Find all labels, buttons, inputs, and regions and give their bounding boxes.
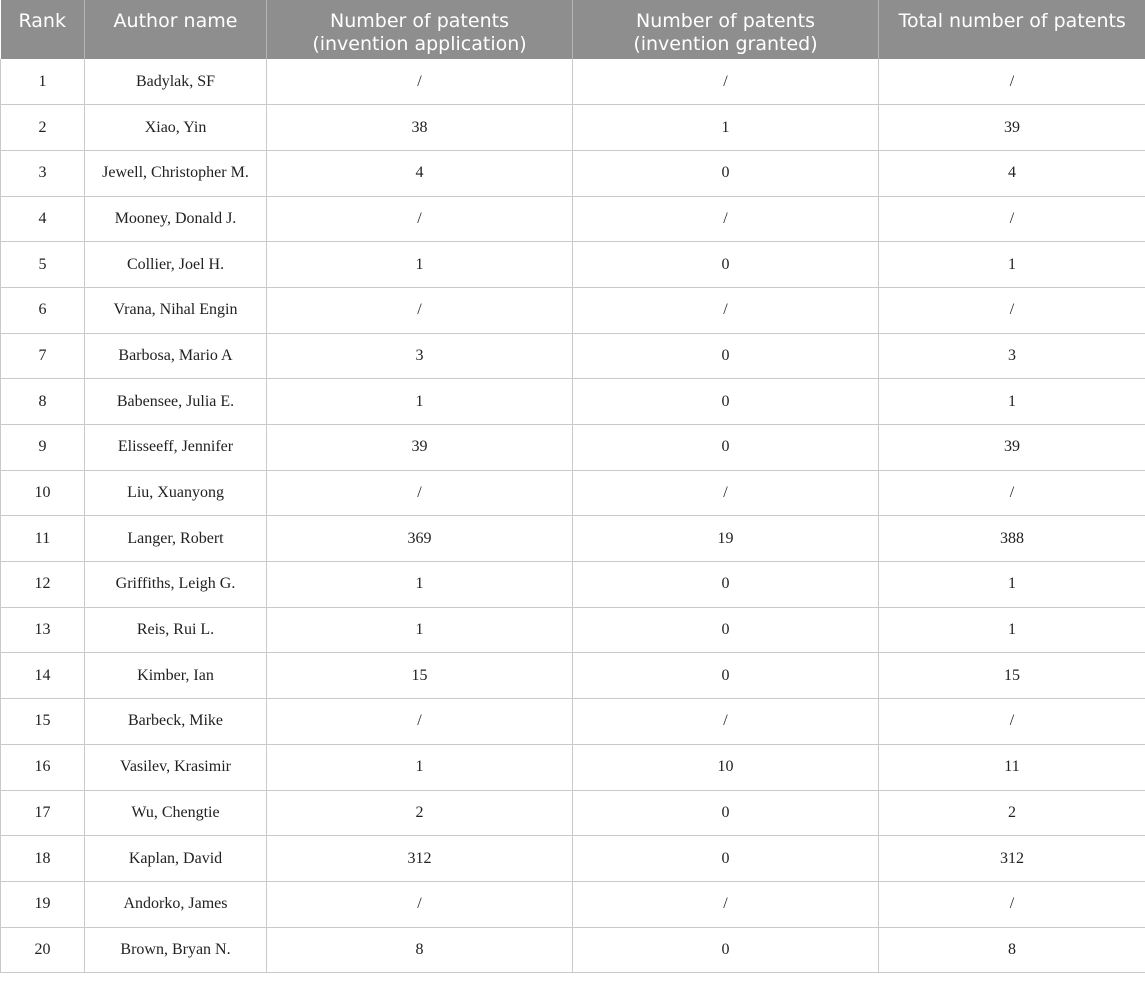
invention-application-cell: 1 <box>267 242 573 288</box>
invention-granted-cell: 0 <box>573 150 879 196</box>
invention-granted-cell: / <box>573 196 879 242</box>
table-row <box>1 562 1145 608</box>
total-patents-cell: 1 <box>879 379 1145 425</box>
rank-cell: 18 <box>1 836 85 882</box>
header-author-name <box>85 0 267 59</box>
author-name-cell: Vrana, Nihal Engin <box>85 287 267 333</box>
table-row <box>1 425 1145 471</box>
author-name-cell: Barbeck, Mike <box>85 699 267 745</box>
author-name-cell: Reis, Rui L. <box>85 607 267 653</box>
rank-cell: 8 <box>1 379 85 425</box>
author-name-cell: Elisseeff, Jennifer <box>85 425 267 471</box>
invention-application-cell: 3 <box>267 333 573 379</box>
invention-application-cell: / <box>267 881 573 927</box>
rank-cell: 14 <box>1 653 85 699</box>
invention-application-cell: 2 <box>267 790 573 836</box>
author-name-cell: Liu, Xuanyong <box>85 470 267 516</box>
total-patents-cell: 388 <box>879 516 1145 562</box>
invention-application-cell: 1 <box>267 607 573 653</box>
total-patents-cell: 4 <box>879 150 1145 196</box>
invention-granted-cell: 1 <box>573 105 879 151</box>
rank-cell: 11 <box>1 516 85 562</box>
rank-cell: 1 <box>1 59 85 105</box>
total-patents-cell: 39 <box>879 105 1145 151</box>
author-name-cell: Barbosa, Mario A <box>85 333 267 379</box>
rank-cell: 15 <box>1 699 85 745</box>
table-row <box>1 653 1145 699</box>
invention-granted-cell: 19 <box>573 516 879 562</box>
author-name-cell: Babensee, Julia E. <box>85 379 267 425</box>
author-name-cell: Brown, Bryan N. <box>85 927 267 973</box>
total-patents-cell: / <box>879 287 1145 333</box>
table-row <box>1 196 1145 242</box>
rank-cell: 6 <box>1 287 85 333</box>
invention-application-cell: / <box>267 287 573 333</box>
table-row <box>1 516 1145 562</box>
total-patents-cell: / <box>879 196 1145 242</box>
author-name-cell: Jewell, Christopher M. <box>85 150 267 196</box>
author-name-cell: Griffiths, Leigh G. <box>85 562 267 608</box>
rank-cell: 5 <box>1 242 85 288</box>
rank-cell: 19 <box>1 881 85 927</box>
total-patents-cell: 39 <box>879 425 1145 471</box>
invention-granted-cell: 0 <box>573 836 879 882</box>
table-body <box>1 59 1145 973</box>
header-invention-application <box>267 0 573 59</box>
header-invention-granted-line1: Number of patents <box>636 10 815 32</box>
author-name-cell: Andorko, James <box>85 881 267 927</box>
table-row <box>1 607 1145 653</box>
table-row <box>1 287 1145 333</box>
invention-application-cell: 39 <box>267 425 573 471</box>
total-patents-cell: / <box>879 699 1145 745</box>
total-patents-cell: 1 <box>879 562 1145 608</box>
author-name-cell: Vasilev, Krasimir <box>85 744 267 790</box>
total-patents-cell: 11 <box>879 744 1145 790</box>
invention-granted-cell: 0 <box>573 425 879 471</box>
table-row <box>1 333 1145 379</box>
table-row <box>1 744 1145 790</box>
header-total-patents-label: Total number of patents <box>898 10 1126 32</box>
invention-granted-cell: / <box>573 470 879 516</box>
author-name-cell: Wu, Chengtie <box>85 790 267 836</box>
total-patents-cell: 8 <box>879 927 1145 973</box>
total-patents-cell: 15 <box>879 653 1145 699</box>
rank-cell: 9 <box>1 425 85 471</box>
invention-granted-cell: 0 <box>573 242 879 288</box>
table-row <box>1 881 1145 927</box>
header-total-patents <box>879 0 1145 59</box>
rank-cell: 2 <box>1 105 85 151</box>
table-row <box>1 379 1145 425</box>
invention-application-cell: 312 <box>267 836 573 882</box>
invention-application-cell: 38 <box>267 105 573 151</box>
table-row <box>1 105 1145 151</box>
header-rank <box>1 0 85 59</box>
header-invention-application-line1: Number of patents <box>330 10 509 32</box>
invention-granted-cell: / <box>573 881 879 927</box>
invention-granted-cell: 0 <box>573 790 879 836</box>
invention-granted-cell: / <box>573 699 879 745</box>
author-name-cell: Mooney, Donald J. <box>85 196 267 242</box>
invention-granted-cell: 0 <box>573 333 879 379</box>
table-row <box>1 790 1145 836</box>
table-row <box>1 470 1145 516</box>
invention-application-cell: 1 <box>267 744 573 790</box>
author-name-cell: Kimber, Ian <box>85 653 267 699</box>
invention-application-cell: 8 <box>267 927 573 973</box>
invention-application-cell: / <box>267 59 573 105</box>
invention-application-cell: 369 <box>267 516 573 562</box>
invention-application-cell: 1 <box>267 379 573 425</box>
total-patents-cell: / <box>879 881 1145 927</box>
rank-cell: 3 <box>1 150 85 196</box>
invention-granted-cell: / <box>573 287 879 333</box>
rank-cell: 20 <box>1 927 85 973</box>
table-row <box>1 927 1145 973</box>
total-patents-cell: 1 <box>879 242 1145 288</box>
total-patents-cell: 3 <box>879 333 1145 379</box>
header-row <box>1 0 1145 59</box>
author-name-cell: Badylak, SF <box>85 59 267 105</box>
invention-application-cell: / <box>267 470 573 516</box>
invention-granted-cell: 10 <box>573 744 879 790</box>
total-patents-cell: / <box>879 59 1145 105</box>
total-patents-cell: / <box>879 470 1145 516</box>
rank-cell: 7 <box>1 333 85 379</box>
author-name-cell: Collier, Joel H. <box>85 242 267 288</box>
invention-application-cell: / <box>267 699 573 745</box>
total-patents-cell: 1 <box>879 607 1145 653</box>
author-name-cell: Kaplan, David <box>85 836 267 882</box>
header-invention-application-line2: (invention application) <box>312 33 527 55</box>
invention-granted-cell: 0 <box>573 562 879 608</box>
invention-granted-cell: / <box>573 59 879 105</box>
total-patents-cell: 312 <box>879 836 1145 882</box>
header-invention-granted <box>573 0 879 59</box>
table-row <box>1 59 1145 105</box>
header-author-name-label: Author name <box>113 10 238 32</box>
rank-cell: 4 <box>1 196 85 242</box>
rank-cell: 16 <box>1 744 85 790</box>
invention-application-cell: 1 <box>267 562 573 608</box>
invention-granted-cell: 0 <box>573 607 879 653</box>
table-row <box>1 699 1145 745</box>
total-patents-cell: 2 <box>879 790 1145 836</box>
rank-cell: 13 <box>1 607 85 653</box>
rank-cell: 10 <box>1 470 85 516</box>
header-rank-label: Rank <box>18 10 66 32</box>
header-invention-granted-line2: (invention granted) <box>633 33 818 55</box>
invention-granted-cell: 0 <box>573 927 879 973</box>
invention-application-cell: 4 <box>267 150 573 196</box>
author-name-cell: Xiao, Yin <box>85 105 267 151</box>
author-name-cell: Langer, Robert <box>85 516 267 562</box>
invention-granted-cell: 0 <box>573 379 879 425</box>
invention-application-cell: 15 <box>267 653 573 699</box>
rank-cell: 17 <box>1 790 85 836</box>
table-row <box>1 242 1145 288</box>
table-row <box>1 150 1145 196</box>
invention-application-cell: / <box>267 196 573 242</box>
invention-granted-cell: 0 <box>573 653 879 699</box>
rank-cell: 12 <box>1 562 85 608</box>
table-row <box>1 836 1145 882</box>
